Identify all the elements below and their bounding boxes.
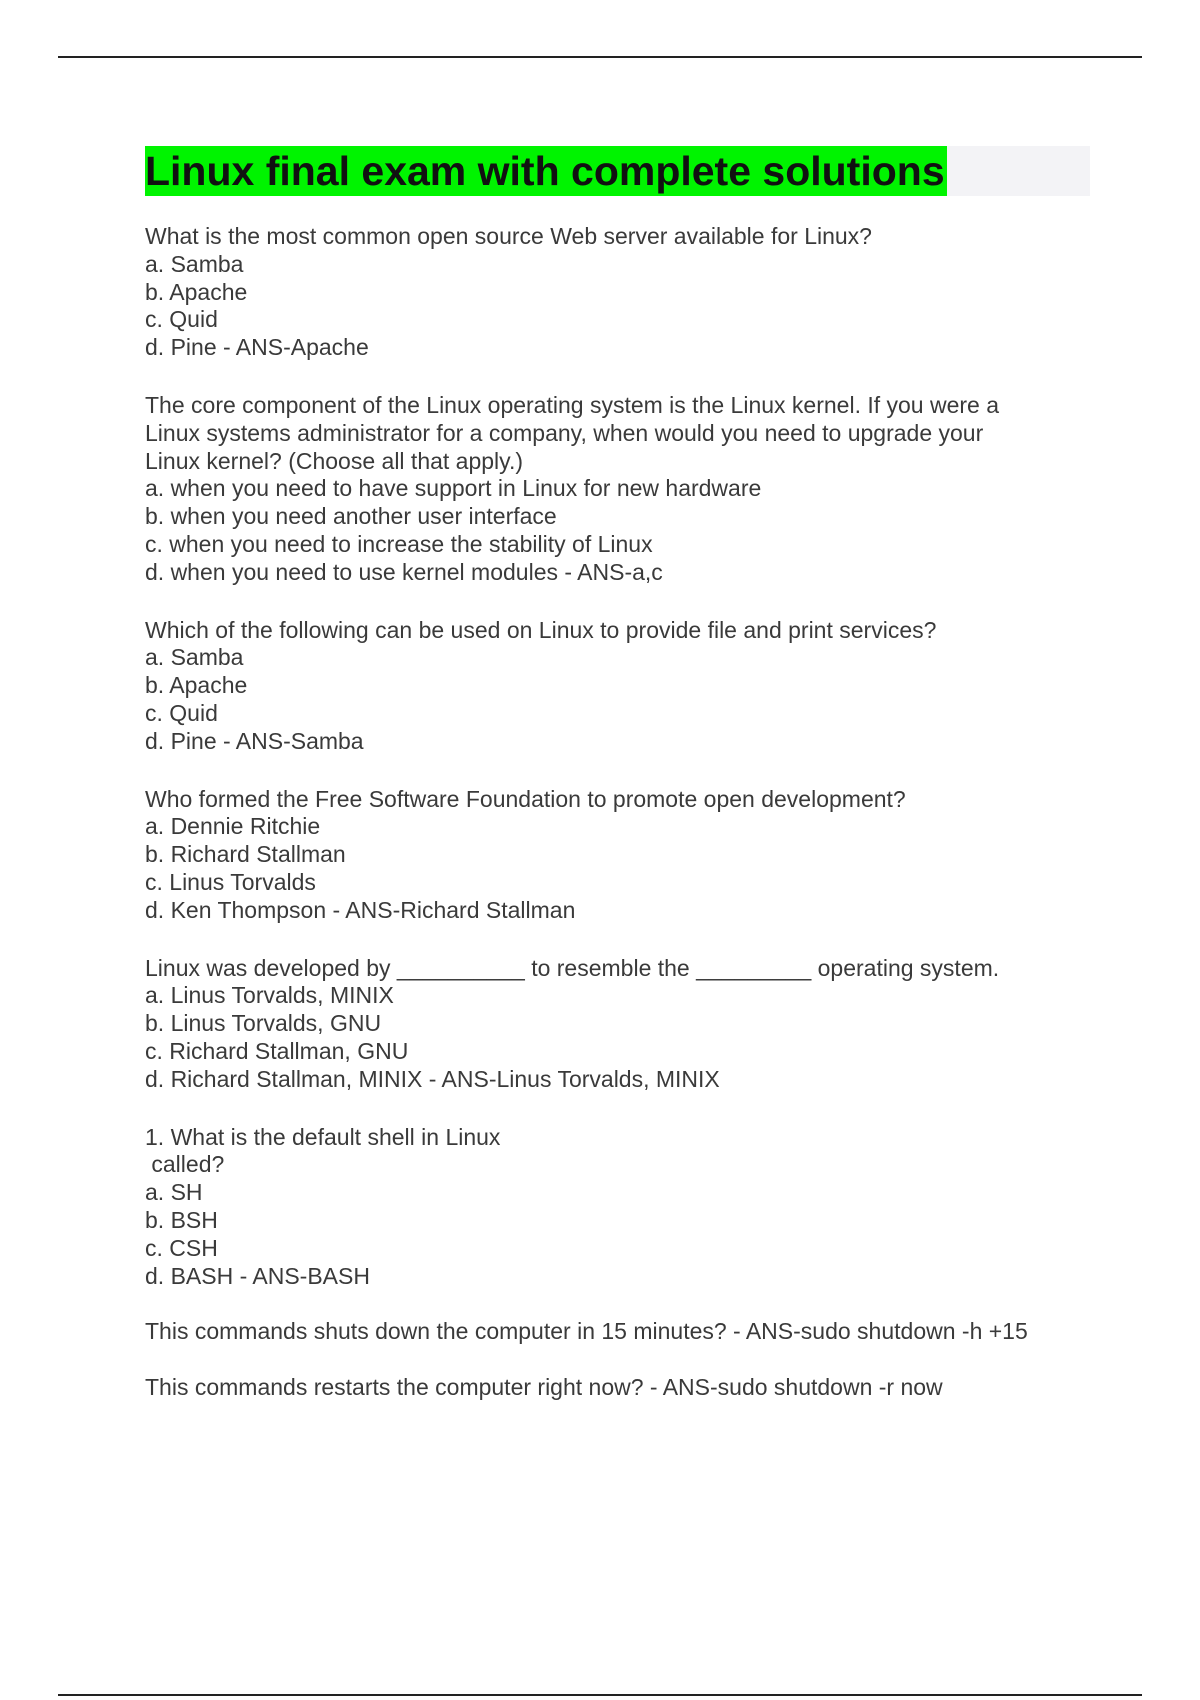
answer-option: d. when you need to use kernel modules - ANS-a,c [145,558,663,585]
question-text: What is the most common open source Web server available for Linux? [145,223,872,249]
question-block [145,1124,1090,1291]
answer-option: c. Quid [145,699,218,726]
answer-option: c. Quid [145,306,218,333]
question-block [145,617,1090,756]
document-title: Linux final exam with complete solutions [145,148,945,194]
document-body [145,146,1090,1402]
answer-option: b. Apache [145,672,248,699]
question-text: Who formed the Free Software Foundation to promote open development? [145,785,906,812]
answer-option: b. when you need another user interface [145,503,557,530]
answer-option: c. Linus Torvalds [145,868,316,895]
question-block [145,223,1090,362]
answer-option: a. when you need to have support in Linux for new hardware [145,475,762,502]
question-text: called? [145,1151,225,1178]
question-text: Linux was developed by __________ to resemble the _________ operating system. [145,954,1000,981]
question-text: Linux kernel? (Choose all that apply.) [145,447,524,474]
header-rule [58,56,1142,58]
question-block [145,786,1090,925]
answer-option: a. Samba [145,644,244,671]
answer-option: d. BASH - ANS-BASH [145,1262,370,1289]
answer-option: c. when you need to increase the stability of Linux [145,530,653,557]
answer-option: a. Linus Torvalds, MINIX [145,982,394,1009]
question-block [145,392,1090,587]
answer-option: b. BSH [145,1206,218,1233]
answer-option: d. Ken Thompson - ANS-Richard Stallman [145,896,576,923]
answer-option: b. Linus Torvalds, GNU [145,1010,382,1037]
answer-option: d. Richard Stallman, MINIX - ANS-Linus Torvalds, MINIX [145,1065,720,1092]
footer-rule [58,1694,1142,1696]
answer-option: a. Samba [145,250,244,277]
title-bar [145,146,1090,196]
answer-option: a. Dennie Ritchie [145,813,321,840]
answer-option: b. Richard Stallman [145,841,346,868]
question-text: Which of the following can be used on Linux to provide file and print services? [145,616,937,643]
answer-option: d. Pine - ANS-Samba [145,727,364,754]
answer-option: c. CSH [145,1234,218,1261]
question-text: 1. What is the default shell in Linux [145,1123,501,1150]
answer-option: c. Richard Stallman, GNU [145,1037,409,1064]
question-text: The core component of the Linux operating system is the Linux kernel. If you were a [145,391,1000,418]
short-answer-item: This commands restarts the computer right now? - ANS-sudo shutdown -r now [145,1374,943,1401]
question-text: Linux systems administrator for a company, when would you need to upgrade your [145,419,984,446]
short-answer-item: This commands shuts down the computer in 15 minutes? - ANS-sudo shutdown -h +15 [145,1318,1028,1345]
answer-option: a. SH [145,1179,203,1206]
question-block [145,955,1090,1094]
answer-option: b. Apache [145,278,248,305]
answer-option: d. Pine - ANS-Apache [145,334,369,361]
